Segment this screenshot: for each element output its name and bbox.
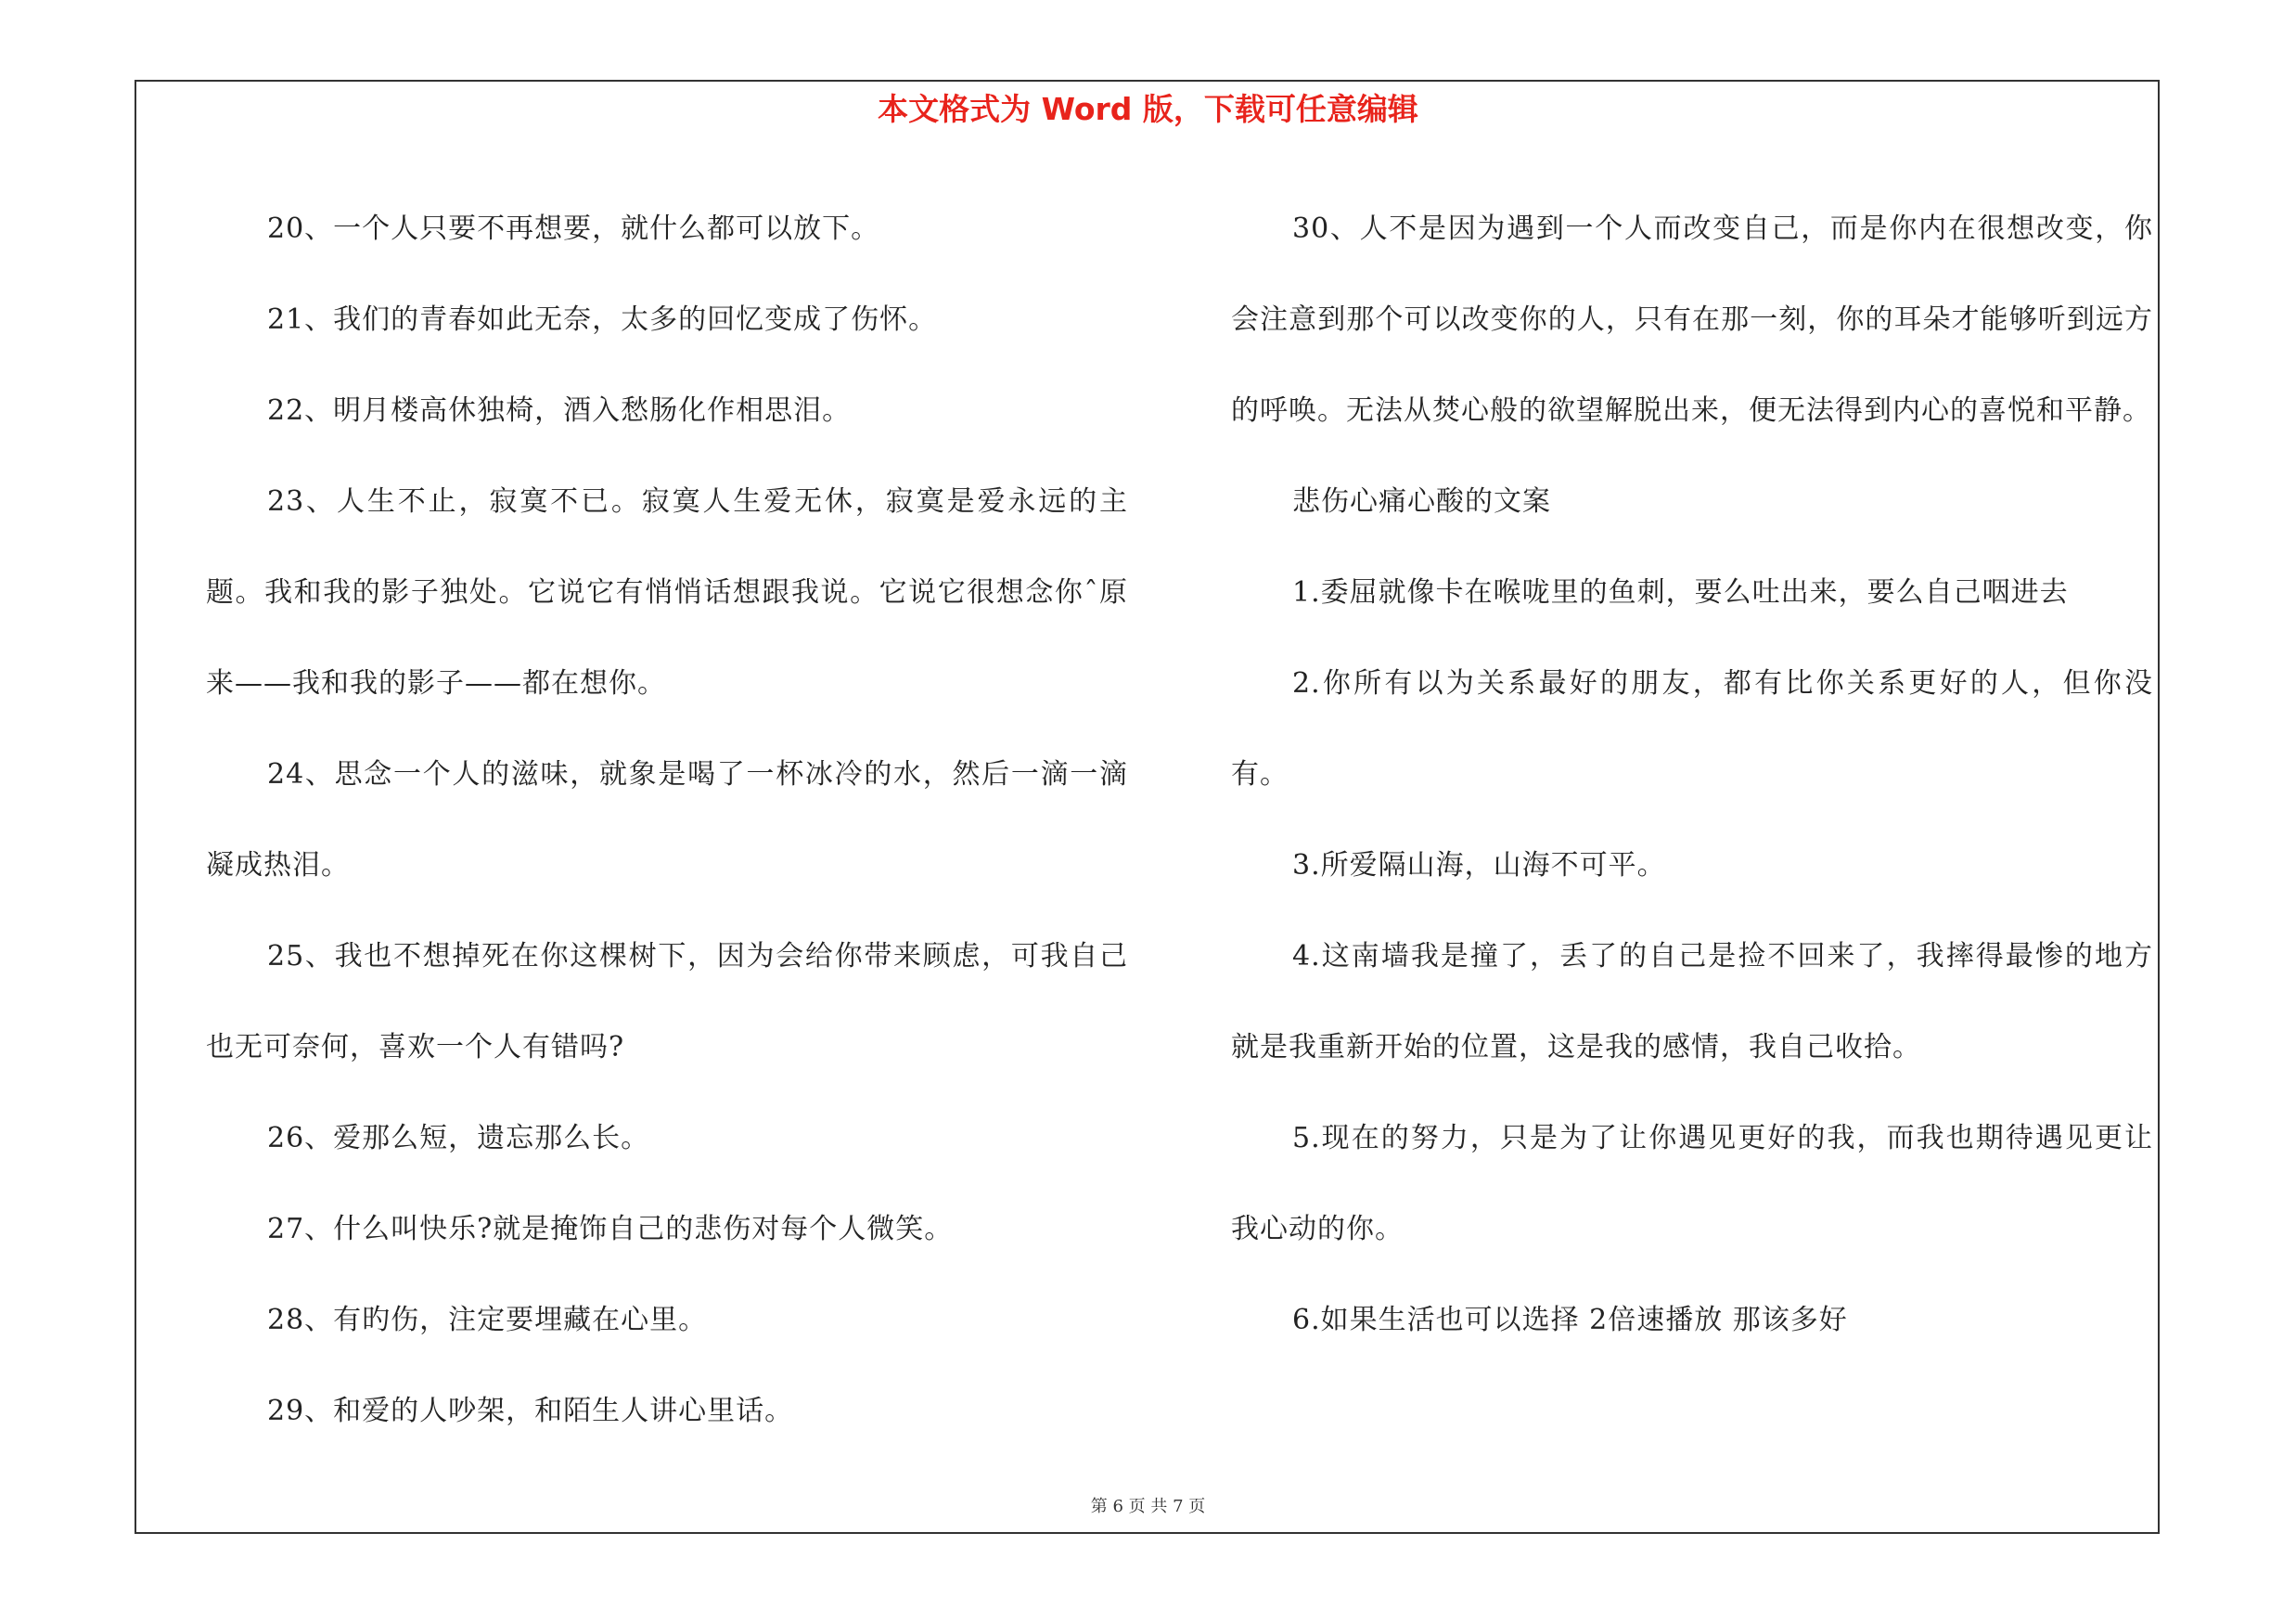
paragraph-27: 27、什么叫快乐?就是掩饰自己的悲伤对每个人微笑。 xyxy=(267,1213,954,1245)
list-item-1: 1.委屈就像卡在喉咙里的鱼刺，要么吐出来，要么自己咽进去 xyxy=(1292,576,2069,609)
left-column xyxy=(206,184,1128,1457)
document-header: 本文格式为 Word 版，下载可任意编辑 xyxy=(878,91,1418,127)
list-item-6: 6.如果生活也可以选择 2倍速播放 那该多好 xyxy=(1292,1304,1848,1336)
right-column xyxy=(1231,184,2153,1366)
list-item-3: 3.所爱隔山海，山海不可平。 xyxy=(1292,849,1666,882)
paragraph-29: 29、和爱的人吵架，和陌生人讲心里话。 xyxy=(267,1395,794,1427)
paragraph-23: 23、人生不止，寂寞不已。寂寞人生爱无休，寂寞是爱永远的主题。我和我的影子独处。它说它有悄悄话想跟我说。它说它很想念你ˆ原来——我和我的影子——都在想你。 xyxy=(206,485,1128,700)
paragraph-26: 26、爱那么短，遗忘那么长。 xyxy=(267,1122,650,1154)
list-item-2: 2.你所有以为关系最好的朋友，都有比你关系更好的人，但你没有。 xyxy=(1231,667,2153,791)
paragraph-21: 21、我们的青春如此无奈，太多的回忆变成了伤怀。 xyxy=(267,303,938,336)
paragraph-24: 24、思念一个人的滋味，就象是喝了一杯冰冷的水，然后一滴一滴凝成热泪。 xyxy=(206,758,1128,882)
paragraph-30: 30、人不是因为遇到一个人而改变自己，而是你内在很想改变，你会注意到那个可以改变你的人，只有在那一刻，你的耳朵才能够听到远方的呼唤。无法从焚心般的欲望解脱出来，便无法得到内心的喜悦和平静。 xyxy=(1231,213,2153,427)
paragraph-25: 25、我也不想掉死在你这棵树下，因为会给你带来顾虑，可我自己也无可奈何，喜欢一个人有错吗? xyxy=(206,940,1128,1063)
paragraph-22: 22、明月楼高休独椅，酒入愁肠化作相思泪。 xyxy=(267,394,852,427)
paragraph-20: 20、一个人只要不再想要，就什么都可以放下。 xyxy=(267,213,880,245)
list-item-4: 4.这南墙我是撞了，丢了的自己是捡不回来了，我摔得最惨的地方就是我重新开始的位置，这是我的感情，我自己收拾。 xyxy=(1231,940,2153,1063)
paragraph-28: 28、有旳伤，注定要埋藏在心里。 xyxy=(267,1304,708,1336)
section-heading: 悲伤心痛心酸的文案 xyxy=(1292,485,1551,518)
page-number: 第 6 页 共 7 页 xyxy=(1090,1497,1206,1516)
list-item-5: 5.现在的努力，只是为了让你遇见更好的我，而我也期待遇见更让我心动的你。 xyxy=(1231,1122,2153,1245)
